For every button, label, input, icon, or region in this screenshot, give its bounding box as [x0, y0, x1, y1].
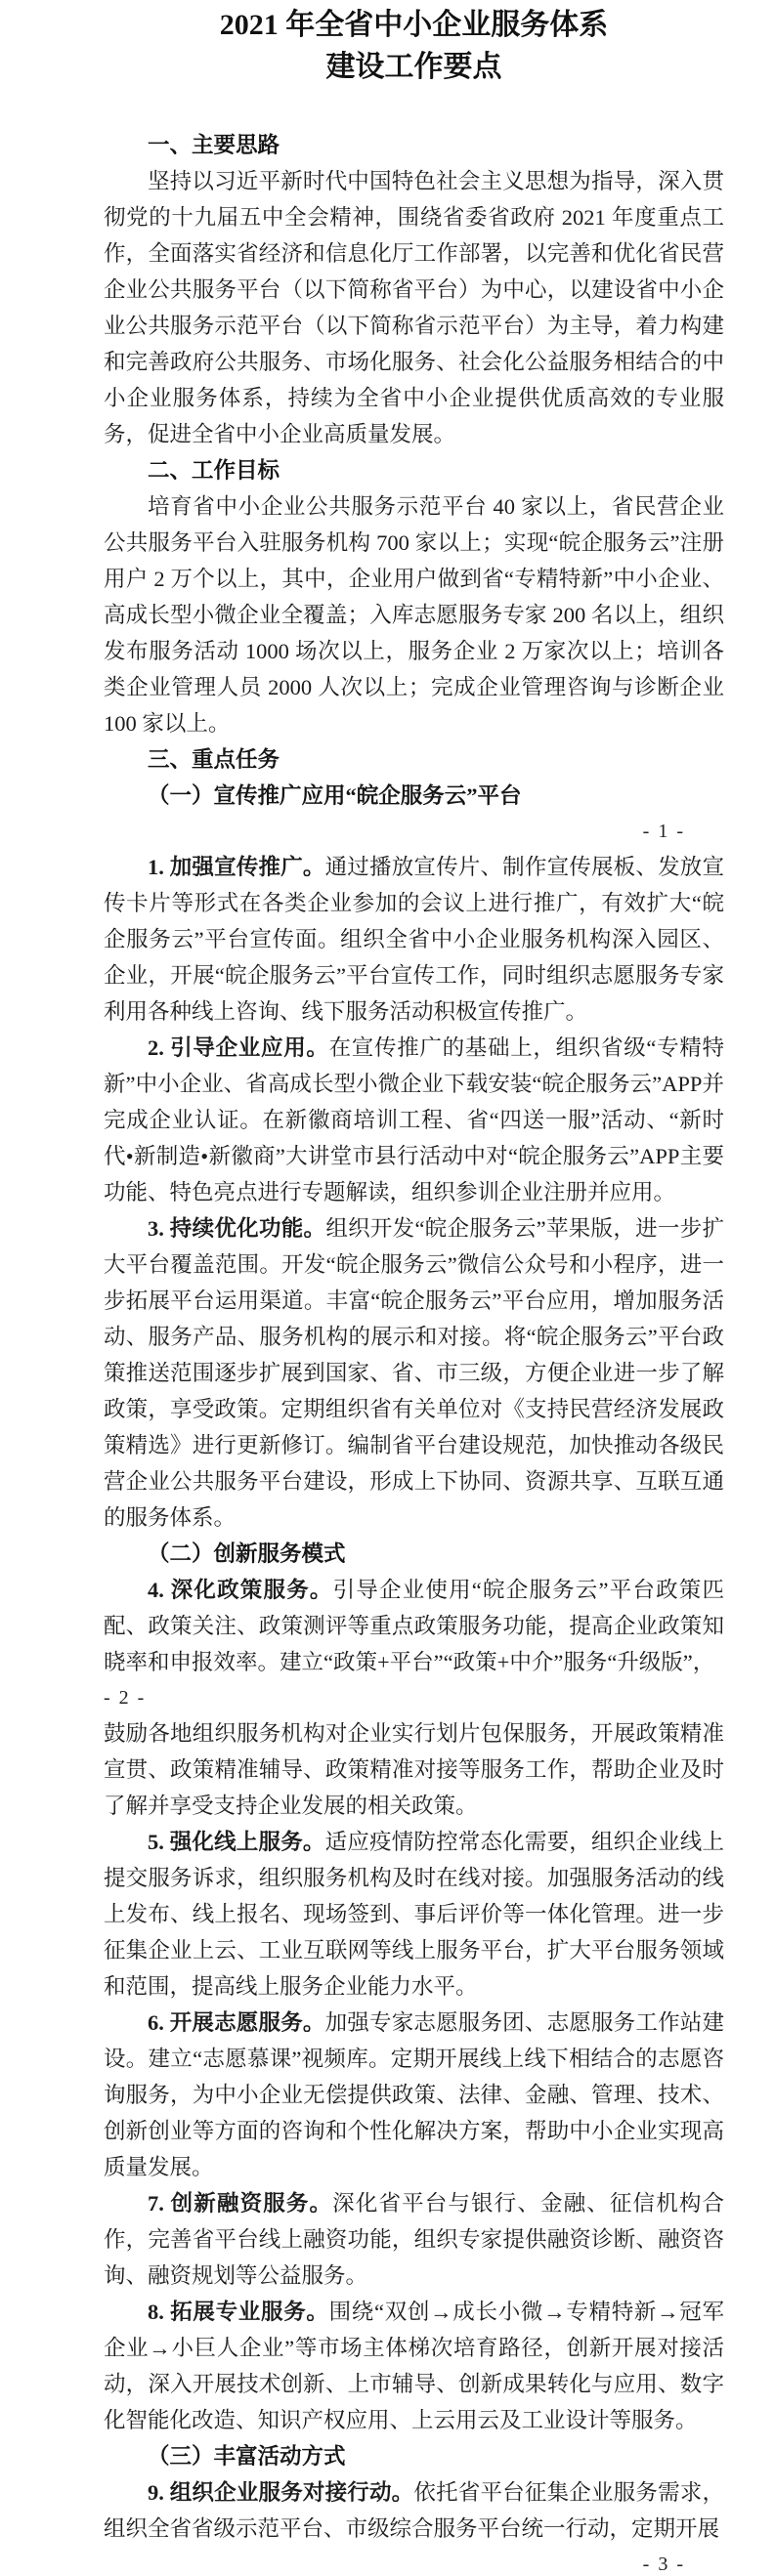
task-text-8: 围绕“双创→成长小微→专精特新→冠军企业→小巨人企业”等市场主体梯次培育路径，创新开展对接活动，深入开展技术创新、上市辅导、创新成果转化与应用、数字化智能化改造、知识产权应用、上云用云及工业设计等服务。 — [104, 2300, 724, 2432]
task-text-6: 加强专家志愿服务团、志愿服务工作站建设。建立“志愿慕课”视频库。定期开展线上线下相结合的志愿咨询服务，为中小企业无偿提供政策、法律、金融、管理、技术、创新创业等方面的咨询和个性化解决方案，帮助中小企业实现高质量发展。 — [104, 2010, 724, 2179]
task-paragraph-7 — [104, 2185, 724, 2294]
task-text-1: 通过播放宣传片、制作宣传展板、发放宣传卡片等形式在各类企业参加的会议上进行推广，有效扩大“皖企服务云”平台宣传面。组织全省中小企业服务机构深入园区、企业，开展“皖企服务云”平台宣传工作，同时组织志愿服务专家利用各种线上咨询、线下服务活动积极宣传推广。 — [104, 855, 724, 1024]
task-paragraph-4-part-b: 鼓励各地组织服务机构对企业实行划片包保服务，开展政策精准宣贯、政策精准辅导、政策精准对接等服务工作，帮助企业及时了解并享受支持企业发展的相关政策。 — [104, 1721, 724, 1818]
section-heading-key-tasks: 三、重点任务 — [148, 747, 280, 772]
task-paragraph-5 — [104, 1824, 724, 2005]
task-lead-6: 6. 开展志愿服务。 — [148, 2010, 325, 2035]
task-lead-9: 9. 组织企业服务对接行动。 — [148, 2480, 414, 2505]
task-paragraph-8 — [104, 2294, 724, 2438]
paragraph-goals: 培育省中小企业公共服务示范平台 40 家以上，省民营企业公共服务平台入驻服务机构 700 家以上；实现“皖企服务云”注册用户 2 万个以上，其中，企业用户做到省“专精特新”中小企业、高成长型小微企业全覆盖；入库志愿服务专家 200 名以上，组织发布服务活动 1000 场次以上，服务企业 2 万家次以上；培训各类企业管理人员 2000 人次以上；完成企业管理咨询与诊断企业 100 家以上。 — [104, 494, 724, 736]
task-lead-2: 2. 引导企业应用。 — [148, 1035, 329, 1060]
task-paragraph-3 — [104, 1210, 724, 1536]
task-lead-5: 5. 强化线上服务。 — [148, 1830, 325, 1854]
task-paragraph-9 — [104, 2474, 724, 2547]
page-number-1: - 1 - — [642, 821, 685, 842]
section-heading-goals: 二、工作目标 — [148, 458, 280, 483]
task-lead-8: 8. 拓展专业服务。 — [148, 2300, 329, 2324]
task-paragraph-4-part-a — [104, 1572, 724, 1680]
task-text-4a: 引导企业使用“皖企服务云”平台政策匹配、政策关注、政策测评等重点政策服务功能，提高企业政策知晓率和申报效率。建立“政策+平台”“政策+中介”服务“升级版”， — [104, 1578, 724, 1674]
subsection-heading-innovate-service-mode: （二）创新服务模式 — [148, 1541, 346, 1566]
task-text-9: 依托省平台征集企业服务需求，组织全省省级示范平台、市级综合服务平台统一行动，定期开展 — [104, 2480, 724, 2541]
task-lead-1: 1. 加强宣传推广。 — [148, 855, 325, 879]
task-paragraph-1 — [104, 849, 724, 1030]
task-text-3: 组织开发“皖企服务云”苹果版，进一步扩大平台覆盖范围。开发“皖企服务云”微信公众号和小程序，进一步拓展平台运用渠道。丰富“皖企服务云”平台应用，增加服务活动、服务产品、服务机构的展示和对接。将“皖企服务云”平台政策推送范围逐步扩展到国家、省、市三级，方便企业进一步了解政策，享受政策。定期组织省有关单位对《支持民营经济发展政策精选》进行更新修订。编制省平台建设规范，加快推动各级民营企业公共服务平台建设，形成上下协同、资源共享、互联互通的服务体系。 — [104, 1216, 724, 1530]
section-heading-main-ideas: 一、主要思路 — [148, 133, 280, 157]
page-number-2: - 2 - — [104, 1687, 147, 1709]
task-text-7: 深化省平台与银行、金融、征信机构合作，完善省平台线上融资功能，组织专家提供融资诊断、融资咨询、融资规划等公益服务。 — [104, 2191, 724, 2288]
task-paragraph-6 — [104, 2005, 724, 2185]
task-lead-3: 3. 持续优化功能。 — [148, 1216, 326, 1241]
page-number-3: - 3 - — [642, 2554, 685, 2575]
task-lead-7: 7. 创新融资服务。 — [148, 2191, 333, 2216]
doc-title-line1: 2021 年全省中小企业服务体系 — [219, 9, 609, 41]
subsection-heading-enrich-activities: （三）丰富活动方式 — [148, 2444, 346, 2469]
task-text-5: 适应疫情防控常态化需要，组织企业线上提交服务诉求，组织服务机构及时在线对接。加强服务活动的线上发布、线上报名、现场签到、事后评价等一体化管理。进一步征集企业上云、工业互联网等线上服务平台，扩大平台服务领域和范围，提高线上服务企业能力水平。 — [104, 1830, 724, 1999]
doc-title-line2: 建设工作要点 — [325, 51, 502, 83]
task-paragraph-2 — [104, 1030, 724, 1210]
task-lead-4: 4. 深化政策服务。 — [148, 1578, 333, 1602]
task-text-2: 在宣传推广的基础上，组织省级“专精特新”中小企业、省高成长型小微企业下载安装“皖企服务云”APP并完成企业认证。在新徽商培训工程、省“四送一服”活动、“新时代•新制造•新徽商”大讲堂市县行活动中对“皖企服务云”APP主要功能、特色亮点进行专题解读，组织参训企业注册并应用。 — [104, 1035, 724, 1204]
subsection-heading-promote-platform: （一）宣传推广应用“皖企服务云”平台 — [148, 783, 522, 808]
paragraph-main-ideas: 坚持以习近平新时代中国特色社会主义思想为指导，深入贯彻党的十九届五中全会精神，围绕省委省政府 2021 年度重点工作，全面落实省经济和信息化厅工作部署，以完善和优化省民营企业公共服务平台（以下简称省平台）为中心，以建设省中小企业公共服务示范平台（以下简称省示范平台）为主导，着力构建和完善政府公共服务、市场化服务、社会化公益服务相结合的中小企业服务体系，持续为全省中小企业提供优质高效的专业服务，促进全省中小企业高质量发展。 — [104, 169, 724, 446]
